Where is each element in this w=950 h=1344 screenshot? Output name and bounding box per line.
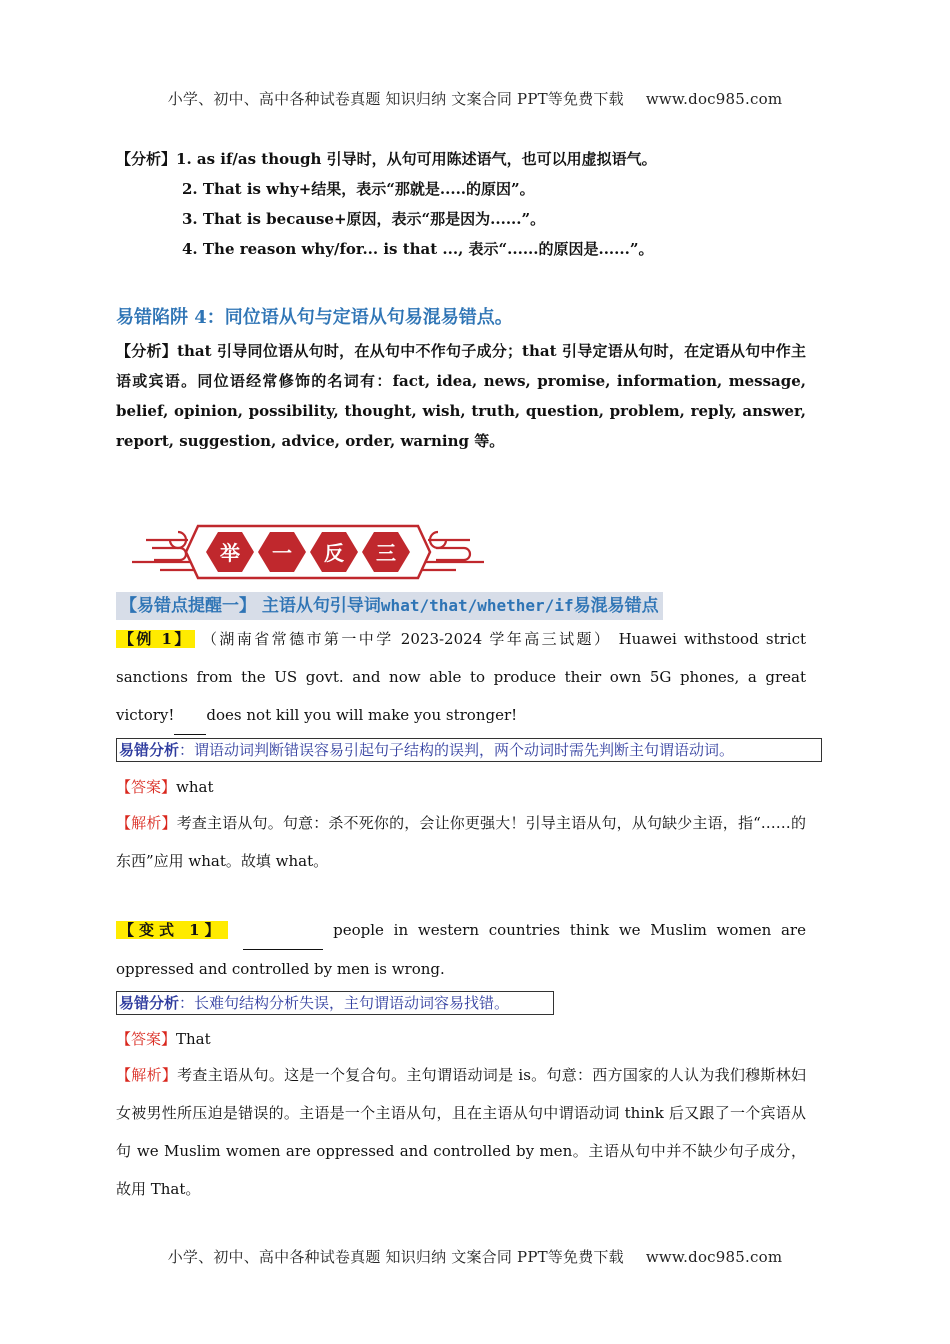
variant1-answer-label: 【答案】 xyxy=(116,1030,177,1048)
trap4-title: 易错陷阱 4：同位语从句与定语从句易混易错点。 xyxy=(116,307,513,328)
example1-error-box xyxy=(116,738,822,762)
variant1-explain-text: 考查主语从句。这是一个复合句。主句谓语动词是 is。句意：西方国家的人认为我们穆斯林妇女被男性所压迫是错误的。主语是一个主语从句，且在主语从句中谓语动词 think 后又跟了一个宾语从句 we Muslim women are oppressed and controlled by men。主语从句中并不缺少句子成分，故用 That。 xyxy=(116,1066,806,1198)
example1-answer-value: what xyxy=(176,778,214,796)
header-text: 小学、初中、高中各种试卷真题 知识归纳 文案合同 PPT等免费下载 xyxy=(167,90,624,108)
variant1-error-text: ：长难句结构分析失误，主句谓语动词容易找错。 xyxy=(179,994,510,1012)
example1-text-before: Huawei withstood strict sanctions from the US govt. and now able to produce their own 5G phones, a great victory! xyxy=(116,630,806,724)
example1-answer xyxy=(116,768,806,806)
variant1-error-label: 易错分析 xyxy=(119,994,180,1012)
variant1-explanation xyxy=(116,1056,806,1208)
variant1-question xyxy=(116,911,806,988)
variant1-explain-label: 【解析】 xyxy=(116,1066,178,1084)
analysis-line-2: 2. That is why+结果，表示“那就是.....的原因”。 xyxy=(182,180,535,198)
example1-source: （湖南省常德市第一中学 2023-2024 学年高三试题） xyxy=(201,630,612,648)
variant1-text: people in western countries think we Muslim women are oppressed and controlled by men is wrong. xyxy=(116,921,806,978)
page-footer xyxy=(0,1246,950,1267)
example1-error-text: ：谓语动词判断错误容易引起句子结构的误判，两个动词时需先判断主句谓语动词。 xyxy=(179,741,735,759)
trap4-text: that 引导同位语从句时，在从句中不作句子成分；that 引导定语从句时，在定语从句中作主语或宾语。同位语经常修饰的名词有：fact, idea, news, promise, information, message, belief, opinion, possibility, thought, wish, truth, question, problem, reply, answer, report, suggestion, advice, order, warning 等。 xyxy=(116,342,806,450)
example1-blank xyxy=(174,696,206,735)
footer-site: www.doc985.com xyxy=(645,1248,783,1266)
analysis-block xyxy=(116,144,806,264)
analysis-line-1: 1. as if/as though 引导时，从句可用陈述语气，也可以用虚拟语气。 xyxy=(176,150,657,168)
header-site: www.doc985.com xyxy=(645,90,783,108)
variant1-answer-value: That xyxy=(176,1030,211,1048)
reminder-prefix: 【易错点提醒一】 主语从句引导词 xyxy=(120,596,381,616)
example1-explain-label: 【解析】 xyxy=(116,814,177,832)
example1-error-label: 易错分析 xyxy=(119,741,180,759)
banner-char-4: 三 xyxy=(376,541,396,565)
reminder-en: what/that/whether/if xyxy=(380,596,574,615)
example1-tag: 【例 1】 xyxy=(116,630,195,648)
variant1-answer xyxy=(116,1020,806,1058)
example1-answer-label: 【答案】 xyxy=(116,778,177,796)
analysis-line-4: 4. The reason why/for... is that ..., 表示“......的原因是......”。 xyxy=(182,240,654,258)
analysis-line-3: 3. That is because+原因，表示“那是因为......”。 xyxy=(182,210,546,228)
variant1-error-box xyxy=(116,991,554,1015)
example1-text-after: does not kill you will make you stronger! xyxy=(206,706,518,724)
trap4-analysis xyxy=(116,336,806,456)
page-header xyxy=(0,88,950,109)
trap4-label: 【分析】 xyxy=(116,342,178,360)
example1-explanation xyxy=(116,804,806,880)
variant1-blank xyxy=(243,911,323,950)
reminder-suffix: 易混易错点 xyxy=(573,596,659,616)
banner-char-2: 一 xyxy=(272,541,292,565)
footer-text: 小学、初中、高中各种试卷真题 知识归纳 文案合同 PPT等免费下载 xyxy=(167,1248,624,1266)
reminder-heading xyxy=(116,592,663,620)
analysis-label: 【分析】 xyxy=(116,150,177,168)
example1-explain-text: 考查主语从句。句意：杀不死你的，会让你更强大！引导主语从句，从句缺少主语，指“……的东西”应用 what。故填 what。 xyxy=(116,814,806,870)
banner-graphic xyxy=(130,518,486,586)
banner-char-1: 举 xyxy=(220,541,240,565)
variant1-tag: 【变式 1】 xyxy=(116,921,228,939)
banner-char-3: 反 xyxy=(324,541,344,565)
example1-question xyxy=(116,620,806,735)
